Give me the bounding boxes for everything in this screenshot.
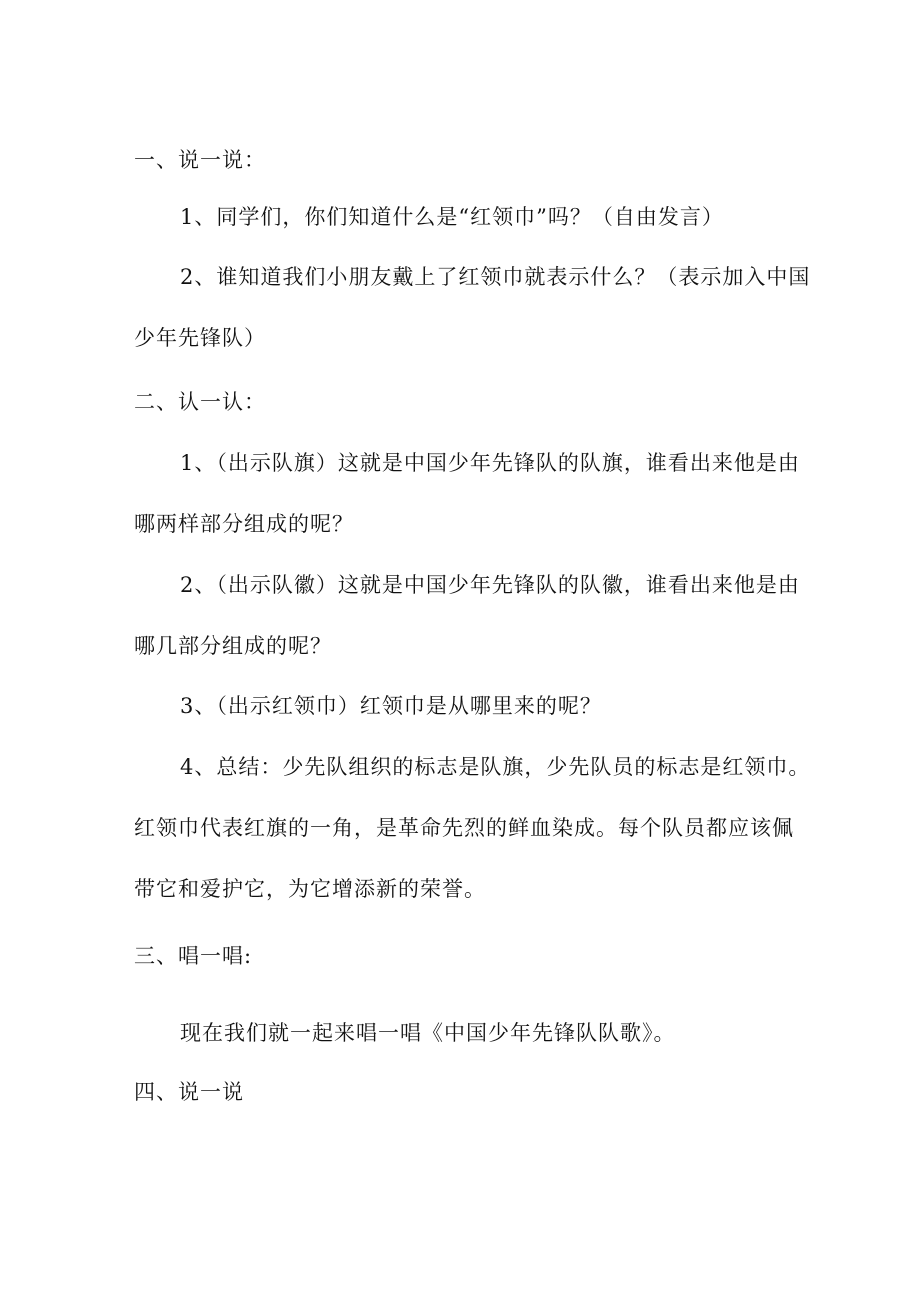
heading-say-again: 四、说一说 bbox=[134, 1080, 244, 1104]
item-badge-continued: 哪几部分组成的呢？ bbox=[134, 634, 332, 658]
item-flag-continued: 哪两样部分组成的呢？ bbox=[134, 512, 354, 536]
item-flag: 1、（出示队旗）这就是中国少年先锋队的队旗，谁看出来他是由 bbox=[180, 451, 800, 475]
sing-instruction: 现在我们就一起来唱一唱《中国少年先锋队队歌》。 bbox=[180, 1021, 676, 1045]
heading-recognize: 二、认一认： bbox=[134, 390, 266, 414]
summary-continued-1: 红领巾代表红旗的一角，是革命先烈的鲜血染成。每个队员都应该佩 bbox=[134, 816, 794, 840]
heading-sing: 三、唱一唱: bbox=[134, 944, 253, 968]
question-1: 1、同学们，你们知道什么是“红领巾”吗？（自由发言） bbox=[180, 205, 724, 229]
question-2: 2、谁知道我们小朋友戴上了红领巾就表示什么？（表示加入中国 bbox=[180, 265, 811, 289]
item-badge: 2、（出示队徽）这就是中国少年先锋队的队徽，谁看出来他是由 bbox=[180, 573, 800, 597]
summary-continued-2: 带它和爱护它，为它增添新的荣誉。 bbox=[134, 877, 486, 901]
item-scarf: 3、（出示红领巾）红领巾是从哪里来的呢？ bbox=[180, 694, 602, 718]
summary: 4、总结：少先队组织的标志是队旗，少先队员的标志是红领巾。 bbox=[180, 755, 811, 779]
heading-say: 一、说一说： bbox=[134, 148, 266, 172]
question-2-continued: 少年先锋队） bbox=[134, 326, 266, 350]
